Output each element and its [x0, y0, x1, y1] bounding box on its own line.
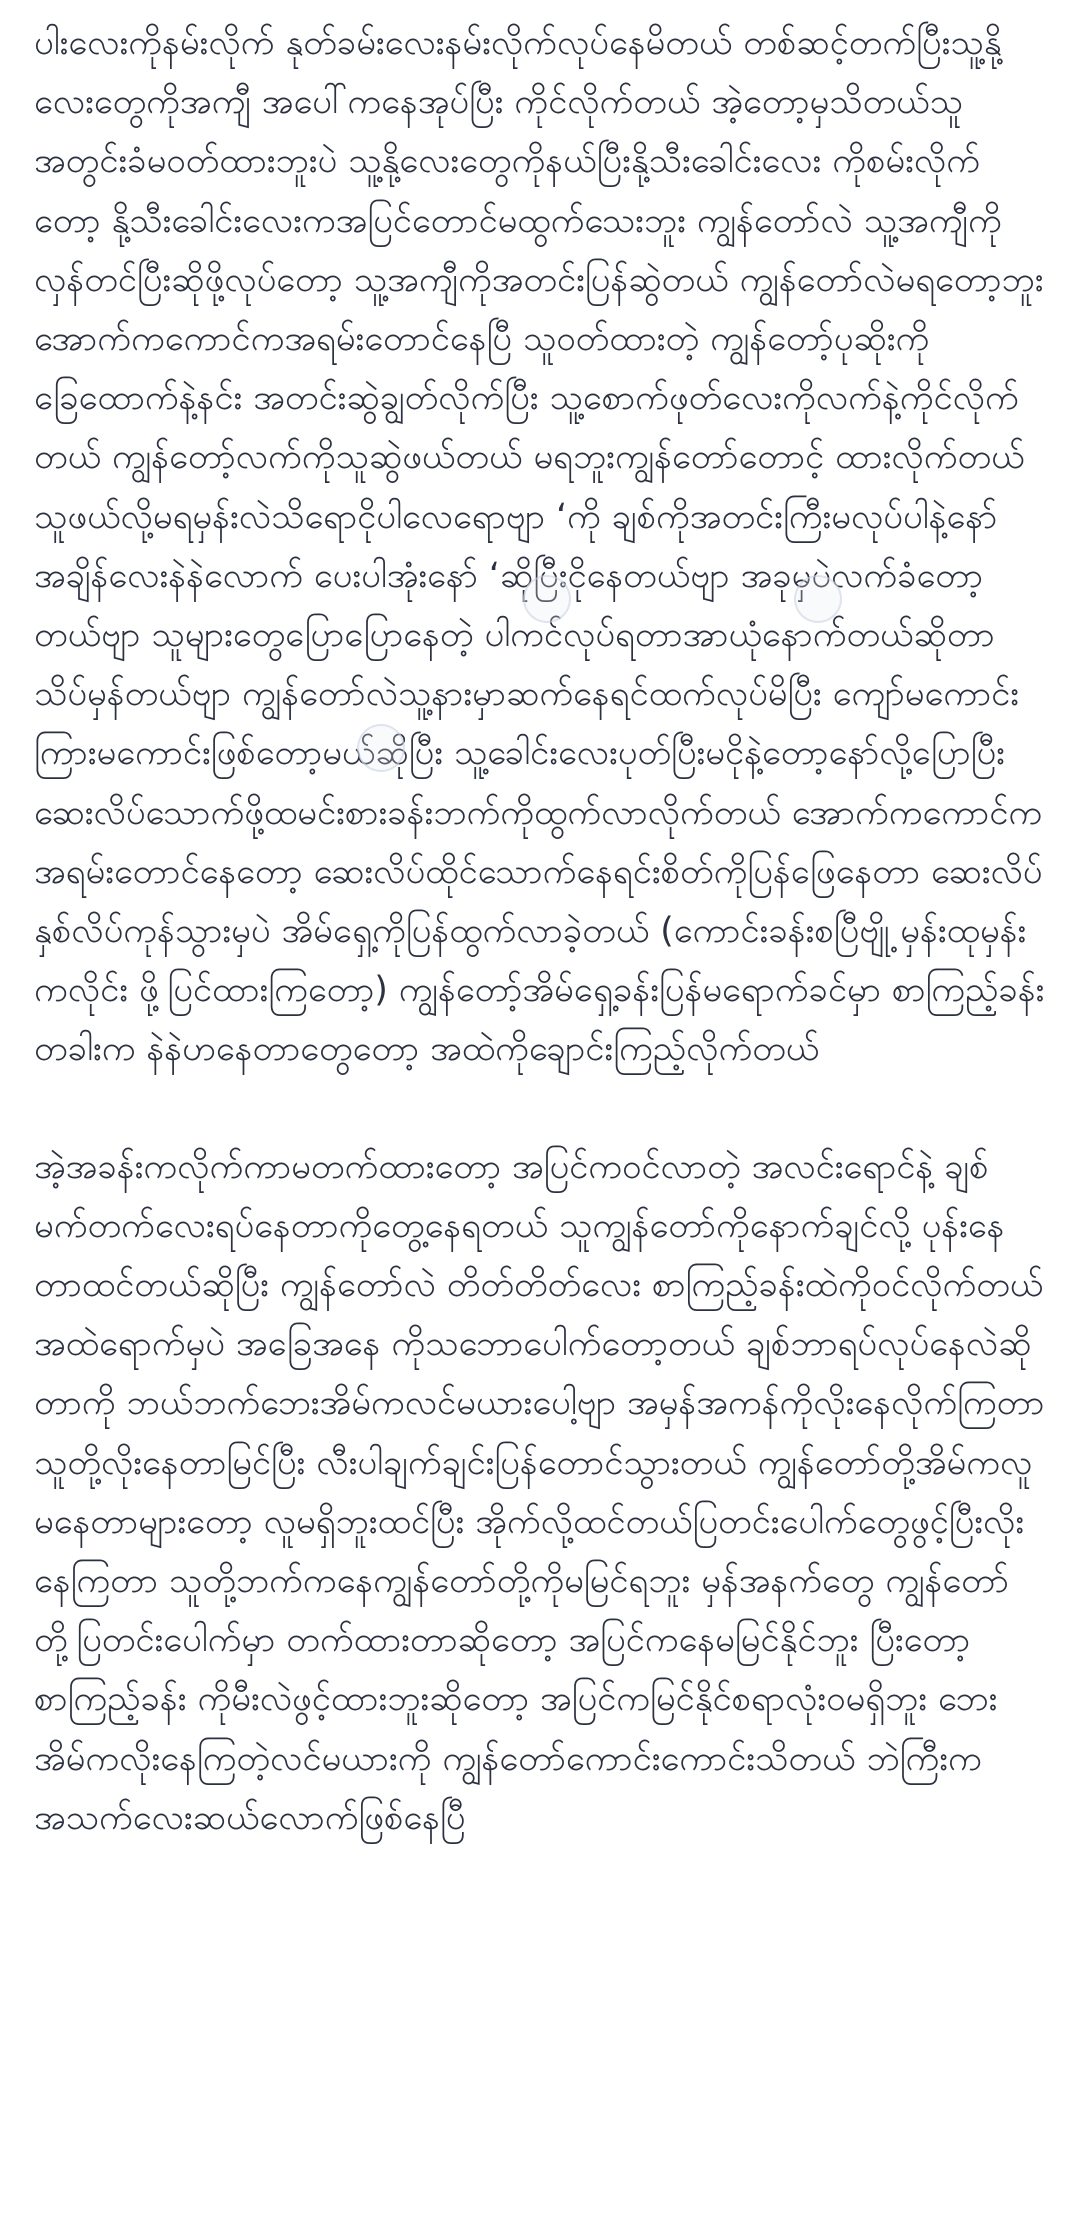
article-content: [34, 14, 1046, 1848]
article-paragraph-1: ပါးလေးကိုနမ်းလိုက် နုတ်ခမ်းလေးနမ်းလိုက်လုပ်နေမိတယ် တစ်ဆင့်တက်ပြီးသူ့နို့လေးတွေကိုအကျီ အပေါ်ကနေအုပ်ပြီး ကိုင်လိုက်တယ် အဲ့တော့မှသိတယ်သူအတွင်းခံမဝတ်ထားဘူးပဲ သူ့နို့လေးတွေကိုနယ်ပြီးနို့သီးခေါင်းလေး ကိုစမ်းလိုက်တော့ နို့သီးခေါင်းလေးကအပြင်တောင်မထွက်သေးဘူး ကျွန်တော်လဲ သူ့အကျီကိုလှန်တင်ပြီးဆိုဖို့လုပ်တော့ သူ့အကျီကိုအတင်းပြန်ဆွဲတယ် ကျွန်တော်လဲမရတော့ဘူး အောက်ကကောင်ကအရမ်းတောင်နေပြီ သူဝတ်ထားတဲ့ ကျွန်တော့်ပုဆိုးကိုခြေထောက်နဲ့နင်း အတင်းဆွဲချွတ်လိုက်ပြီး သူ့စောက်ဖုတ်လေးကိုလက်နဲ့ကိုင်လိုက်တယ် ကျွန်တော့်လက်ကိုသူဆွဲဖယ်တယ် မရဘူးကျွန်တော်တောင့် ထားလိုက်တယ် သူဖယ်လို့မရမှန်းလဲသိရောငိုပါလေရောဗျာ ‘ကို ချစ်ကိုအတင်းကြီးမလုပ်ပါနဲ့နော် အချိန်လေးနဲနဲလောက် ပေးပါအုံးနော် ‘ဆိုပြီးငိုနေတယ်ဗျာ အခုမှပဲလက်ခံတော့တယ်ဗျာ သူများတွေပြောပြောနေတဲ့ ပါကင်လုပ်ရတာအာယုံနောက်တယ်ဆိုတာ သိပ်မှန်တယ်ဗျာ ကျွန်တော်လဲသူ့နားမှာဆက်နေရင်ထက်လုပ်မိပြီး ကျော်မကောင်းကြားမကောင်းဖြစ်တော့မယ်ဆိုပြီး သူ့ခေါင်းလေးပုတ်ပြီးမငိုနဲ့တော့နော်လို့ပြောပြီး ဆေးလိပ်သောက်ဖို့ထမင်းစားခန်းဘက်ကိုထွက်လာလိုက်တယ် အောက်ကကောင်ကအရမ်းတောင်နေတော့ ဆေးလိပ်ထိုင်သောက်နေရင်းစိတ်ကိုပြန်ဖြေနေတာ ဆေးလိပ် နှစ်လိပ်ကုန်သွားမှပဲ အိမ်ရှေ့ကိုပြန်ထွက်လာခဲ့တယ် (ကောင်းခန်းစပြီဗျို့ မှန်းထုမှန်းကလိုင်း ဖို့ပြင်ထားကြတော့) ကျွန်တော့်အိမ်ရှေ့ခန်းပြန်မရောက်ခင်မှာ စာကြည့်ခန်းတခါးက နဲနဲဟနေတာတွေတော့ အထဲကိုချောင်းကြည့်လိုက်တယ်: [34, 23, 1045, 1070]
article-paragraph-2: အဲ့အခန်းကလိုက်ကာမတက်ထားတော့ အပြင်ကဝင်လာတဲ့ အလင်းရောင်နဲ့ ချစ် မက်တက်လေးရပ်နေတာကိုတွေ့နေရတယ် သူကျွန်တော်ကိုနောက်ချင်လို့ ပုန်းနေတာထင်တယ်ဆိုပြီး ကျွန်တော်လဲ တိတ်တိတ်လေး စာကြည့်ခန်းထဲကိုဝင်လိုက်တယ် အထဲရောက်မှပဲ အခြေအနေ ကိုသဘောပေါက်တော့တယ် ချစ်ဘာရပ်လုပ်နေလဲဆိုတာကို ဘယ်ဘက်ဘေးအိမ်ကလင်မယားပေါ့ဗျာ အမှန်အကန်ကိုလိုးနေလိုက်ကြတာ သူတို့လိုးနေတာမြင်ပြီး လီးပါချက်ချင်းပြန်တောင်သွားတယ် ကျွန်တော်တို့အိမ်ကလူမနေတာများတော့ လူမရှိဘူးထင်ပြီး အိုက်လို့ထင်တယ်ပြတင်းပေါက်တွေဖွင့်ပြီးလိုးနေကြတာ သူတို့ဘက်ကနေကျွန်တော်တို့ကိုမမြင်ရဘူး မှန်အနက်တွေ ကျွန်တော်တို့ပြတင်းပေါက်မှာ တက်ထားတာဆိုတော့ အပြင်ကနေမမြင်နိုင်ဘူး ပြီးတော့စာကြည့်ခန်း ကိုမီးလဲဖွင့်ထားဘူးဆိုတော့ အပြင်ကမြင်နိုင်စရာလုံးဝမရှိဘူး ဘေးအိမ်ကလိုးနေကြတဲ့လင်မယားကို ကျွန်တော်ကောင်းကောင်းသိတယ် ဘဲကြီးက အသက်လေးဆယ်လောက်ဖြစ်နေပြီ: [34, 1146, 1045, 1838]
